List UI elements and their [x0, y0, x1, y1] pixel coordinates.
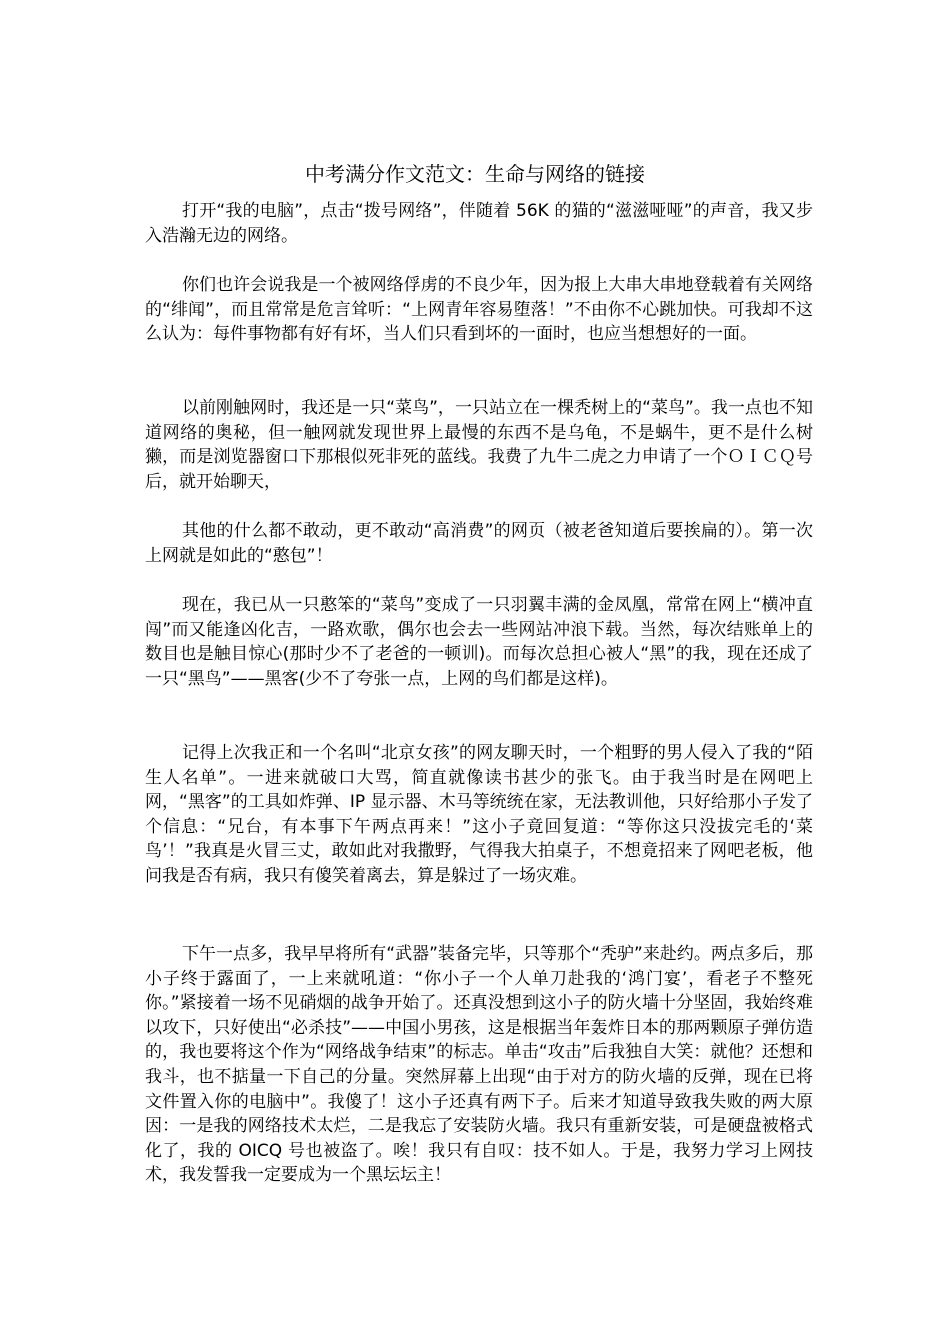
paragraph-5: 现在，我已从一只憨笨的“菜鸟”变成了一只羽翼丰满的金凤凰，常常在网上“横冲直闯”而又能逢凶化吉，一路欢歌，偶尔也会去一些网站冲浪下载。当然，每次结账单上的数目也是触目惊心(那时少不了老爸的一顿训)。而每次总担心被人“黑”的我，现在还成了一只“黑鸟”——黑客(少不了夸张一点，上网的鸟们都是这样)。 [145, 595, 813, 689]
paragraph-1: 打开“我的电脑”，点击“拨号网络”，伴随着 56K 的猫的“滋滋哑哑”的声音，我又步入浩瀚无边的网络。 [145, 201, 813, 246]
document-title: 中考满分作文范文：生命与网络的链接 [305, 162, 645, 186]
paragraph-7: 下午一点多，我早早将所有“武器”装备完毕，只等那个“秃驴”来赴约。两点多后，那小子终于露面了，一上来就吼道：“你小子一个人单刀赴我的‘鸿门宴’，看老子不整死你。”紧接着一场不见硝烟的战争开始了。还真没想到这小子的防火墙十分坚固，我始终难以攻下，只好使出“必杀技”——中国小男孩，这是根据当年轰炸日本的那两颗原子弹仿造的，我也要将这个作为“网络战争结束”的标志。单击“攻击”后我独自大笑：就他？还想和我斗，也不掂量一下自己的分量。突然屏幕上出现“由于对方的防火墙的反弹，现在已将文件置入你的电脑中”。我傻了！这小子还真有两下子。后来才知道导致我失败的两大原因：一是我的网络技术太烂，二是我忘了安装防火墙。我只有重新安装，可是硬盘被格式化了，我的 OICQ 号也被盗了。唉！我只有自叹：技不如人。于是，我努力学习上网技术，我发誓我一定要成为一个黑坛坛主！ [145, 944, 813, 1186]
paragraph-3: 以前刚触网时，我还是一只“菜鸟”，一只站立在一棵秃树上的“菜鸟”。我一点也不知道网络的奥秘，但一触网就发现世界上最慢的东西不是乌龟，不是蜗牛，更不是什么树獭，而是浏览器窗口下那根似死非死的蓝线。我费了九牛二虎之力申请了一个ＯＩＣＱ号后，就开始聊天， [145, 398, 813, 492]
paragraph-6: 记得上次我正和一个名叫“北京女孩”的网友聊天时，一个粗野的男人侵入了我的“陌生人名单”。一进来就破口大骂，简直就像读书甚少的张飞。由于我当时是在网吧上网，“黑客”的工具如炸弹、IP 显示器、木马等统统在家，无法教训他，只好给那小子发了个信息：“兄台，有本事下午两点再来！”这小子竟回复道：“等你这只没拔完毛的‘菜鸟’！”我真是火冒三丈，敢如此对我撒野，气得我大拍桌子，不想竟招来了网吧老板，他问我是否有病，我只有傻笑着离去，算是躲过了一场灾难。 [145, 743, 813, 886]
paragraph-2: 你们也许会说我是一个被网络俘虏的不良少年，因为报上大串大串地登载着有关网络的“绯闻”，而且常常是危言耸听：“上网青年容易堕落！”不由你不心跳加快。可我却不这么认为：每件事物都有好有坏，当人们只看到坏的一面时，也应当想想好的一面。 [145, 275, 813, 345]
paragraph-4: 其他的什么都不敢动，更不敢动“高消费”的网页（被老爸知道后要挨扁的）。第一次上网就是如此的“憨包”！ [145, 521, 813, 566]
